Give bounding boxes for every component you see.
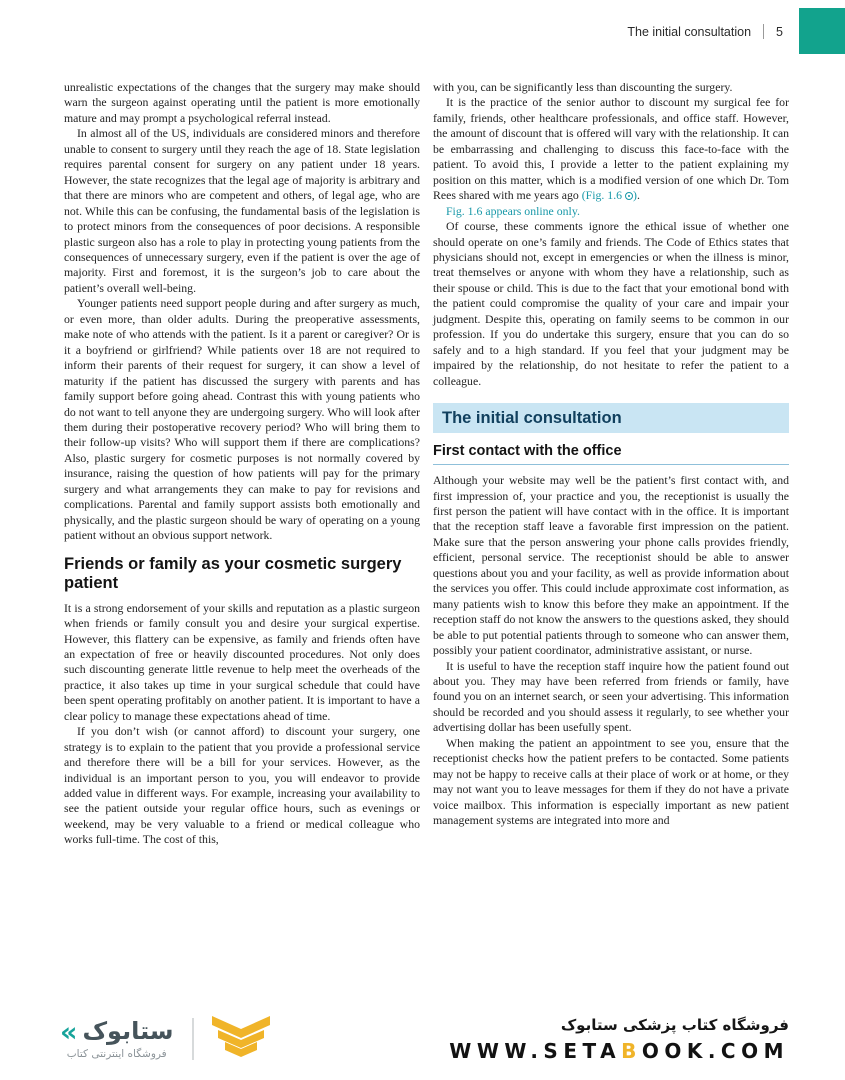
footer-divider (192, 1018, 194, 1060)
paragraph-text: . (636, 188, 640, 203)
page-number: 5 (776, 24, 783, 39)
url-accent-letter[interactable]: B (621, 1038, 642, 1063)
store-title: فروشگاه کتاب پزشکی ستابوک (560, 1015, 789, 1034)
setabook-logo-group (60, 1016, 270, 1062)
subsection-heading-first-contact: First contact with the office (433, 443, 789, 465)
website-url[interactable] (449, 1039, 789, 1063)
logo-chevron-icon: « (60, 1016, 78, 1048)
setabook-logo (60, 1018, 174, 1060)
section-heading-friends-or-family: Friends or family as your cosmetic surgery patient (64, 554, 402, 593)
paragraph: Although your website may well be the patient’s first contact with, and first impression of, your practice and you, the receptionist is usually the first person the patient will have contact with in the office. It is important that the reception staff leave a favorable first impression on the patient. Make sure that the person answering your phone calls provides friendly, efficient, personal service. The receptionist should be able to answer questions about you and your facility, as well as provide information about the services you offer. This could include approximate cost information, as many patients wish to know this before they make an appointment. If the reception staff do not know the answers to the questions asked, they should be able to put potential patients through to someone who can answer them, possibly your patient coordinator, administrative assistant, or nurse. (433, 473, 789, 658)
right-column (433, 80, 789, 1024)
url-segment[interactable]: WWW.SETA (449, 1038, 622, 1063)
logo-caption: فروشگاه اینترنتی کتاب (66, 1047, 167, 1060)
corner-accent-block (799, 8, 845, 54)
figure-link-text[interactable]: ) (633, 188, 637, 203)
figure-online-note: Fig. 1.6 appears online only. (446, 203, 580, 218)
paragraph: It is a strong endorsement of your skills and reputation as a plastic surgeon when friends or family consult you and desire your surgical expertise. However, this flattery can be expensive, as family and friends often have an expectation of free or heavily discounted procedures. Not only does such discounting generate little revenue to help meet the overheads of the practice, it also takes up time in your surgical schedule that could have been spent operating profitably on another patient. It is important to have a clear policy to manage these expectations ahead of time. (64, 600, 420, 723)
paragraph: Of course, these comments ignore the ethical issue of whether one should operate on one’s family and friends. The Code of Ethics states that physicians should not, except in emergencies or when the illness is minor, treat themselves or anyone with whom they have a relationship, such as their spouse or child. This is due to the fact that your emotional bond with the patient could compromise the quality of your care and impair your judgment. Despite this, operating on family seems to be common in our profession. If you do undertake this surgery, ensure that you can do so safely and to a high standard. If you feel that your judgment may be impaired by the relationship, do not hesitate to refer the patient to a colleague. (433, 219, 789, 388)
paragraph-text: It is the practice of the senior author to discount my surgical fee for family, friends, other healthcare professionals, and office staff. However, the amount of discount that is offered will vary with the relationship. It can be embarrassing and challenging to discuss this face-to-face with the patient. To avoid this, I provide a letter to the patient explaining my position on this matter, which is a modified version of one which Dr. Tom Rees shared with me years ago (433, 95, 789, 203)
online-only-icon (625, 192, 633, 200)
header-divider (763, 24, 764, 39)
left-column (64, 80, 420, 1024)
running-head-chapter-title: The initial consultation (627, 24, 752, 39)
page-header (627, 24, 783, 39)
paragraph: unrealistic expectations of the changes that the surgery may make should warn the surgeon against operating until the patient is more emotionally mature and may prompt a psychological referral instead. (64, 80, 420, 125)
figure-reference-link[interactable] (582, 188, 637, 202)
paragraph: with you, can be significantly less than discounting the surgery. (433, 80, 733, 94)
paragraph: In almost all of the US, individuals are considered minors and therefore unable to consent to surgery until they reach the age of 18. State legislation requires parental consent for surgery on any patient under 18 years. However, the state recognizes that the legal age of majority is arbitrary and that there are minors who are competent and others, of legal age, who are not. While this can be confusing, the fundamental basis of the legislation is to protect minors from the consequences of poor decisions. A responsible plastic surgeon also has a role to play in protecting young patients from the consequences of unnecessary surgery, even if the patient is over the age of majority. First and foremost, it is the surgeon’s job to care about the patient’s overall well-being. (64, 126, 420, 295)
gold-chevron-emblem-icon (212, 1016, 270, 1062)
logo-brand-name: ستابوک (82, 1017, 174, 1046)
paragraph: Younger patients need support people during and after surgery as much, or even more, than older adults. During the preoperative assessments, make note of who attends with the patient. Is it a parent or caregiver? Or is it a boyfriend or girlfriend? While patients over 18 are not required to inform their parents of their request for surgery, it can show a level of maturity if the patient has discussed the surgery with parents and has family support before going ahead. Contrast this with young patients who do not want to tell anyone they are undergoing surgery. Who will look after them during their postoperative recovery period? Who will bring them to their follow-up visits? Who will support them if there are complications? Also, plastic surgery for cosmetic purposes is not normally covered by insurance, raising the question of how patients will pay for the primary surgery and what arrangements they can make to pay for revisions and complications. Parental and family support assists both emotionally and physically, and the plastic surgeon should be wary of operating on a young patient without an obvious support network. (64, 296, 420, 543)
section-heading-initial-consultation: The initial consultation (433, 403, 789, 433)
footer-website-block (449, 1016, 789, 1063)
paragraph: When making the patient an appointment to see you, ensure that the receptionist checks how the patient prefers to be contacted. Some patients may not be happy to receive calls at their place of work or at home, or they may not want you to leave messages for them if they do not have a private voice mailbox. This information is especially important as new patient management systems are integrated into more and (433, 735, 789, 828)
paragraph: It is useful to have the reception staff inquire how the patient found out about you. They may have been referred from friends or family, have found you on an internet search, or seen your advertising. This information should be recorded and you should assess it regularly, to see whether your advertising dollar has been usefully spent. (433, 658, 789, 735)
paragraph (433, 95, 789, 203)
paragraph: If you don’t wish (or cannot afford) to discount your surgery, one strategy is to explain to the patient that you provide a professional service and therefore there will be a bill for your services. However, as the individual is an important person to you, you will endeavor to provide added value in different ways. For example, increasing your availability to see the patient outside your regular office hours, such as evenings or weekend, may be very valuable to a friend or medical colleague who works full-time. The cost of this, (64, 724, 420, 847)
figure-link-text[interactable]: (Fig. 1.6 (581, 188, 623, 203)
text-columns (64, 80, 789, 1024)
url-segment[interactable]: OOK.COM (641, 1038, 789, 1063)
footer (60, 1010, 789, 1068)
